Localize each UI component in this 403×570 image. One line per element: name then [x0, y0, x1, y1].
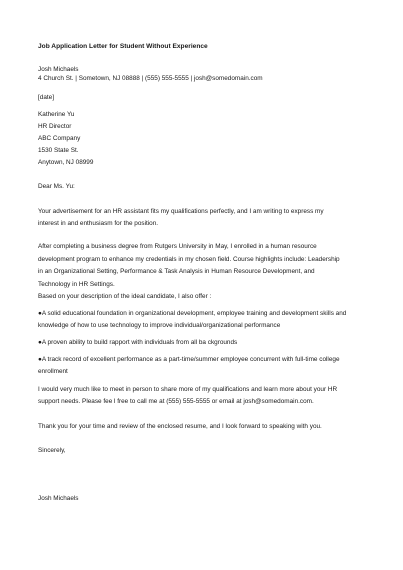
letter-title: Job Application Letter for Student Without Experience: [38, 43, 208, 50]
paragraph-line: Based on your description of the ideal candidate, I also offer :: [38, 293, 212, 300]
paragraph-line: Technology in HR Settings.: [38, 281, 115, 288]
bullet-line: ●A proven ability to build rapport with individuals from all ba ckgrounds: [38, 339, 238, 346]
paragraph-line: in an Organizational Setting, Performance & Task Analysis in Human Resource Development, and: [38, 268, 315, 275]
recipient-city: Anytown, NJ 08999: [38, 159, 94, 166]
signature-name: Josh Michaels: [38, 495, 79, 502]
bullet-line: ●A track record of excellent performance as a part-time/summer employee concurrent with full-time college: [38, 356, 340, 363]
letter-date: [date]: [38, 94, 54, 101]
recipient-street: 1530 State St.: [38, 147, 79, 154]
paragraph-line: Your advertisement for an HR assistant fits my qualifications perfectly, and I am writing to express my: [38, 208, 324, 215]
bullet-line: enrollment: [38, 368, 68, 375]
bullet-line: ●A solid educational foundation in organizational development, employee training and development skills and: [38, 310, 347, 317]
paragraph-line: I would very much like to meet in person to share more of my qualifications and learn more about your HR: [38, 386, 338, 393]
sender-name: Josh Michaels: [38, 66, 79, 73]
closing: Sincerely,: [38, 447, 66, 454]
sender-contact: 4 Church St. | Sometown, NJ 08888 | (555) 555-5555 | josh@somedomain.com: [38, 75, 263, 82]
paragraph-line: Thank you for your time and review of the enclosed resume, and I look forward to speaking with you.: [38, 423, 322, 430]
bullet-line: knowledge of how to use technology to improve individual/organizational performance: [38, 322, 281, 329]
paragraph-line: After completing a business degree from Rutgers University in May, I enrolled in a human resource: [38, 243, 317, 250]
paragraph-line: interest in and enthusiasm for the position.: [38, 220, 159, 227]
paragraph-line: development program to enhance my credentials in my chosen field. Course highlights include: Leadership: [38, 256, 340, 263]
recipient-company: ABC Company: [38, 135, 81, 142]
recipient-title: HR Director: [38, 123, 72, 130]
recipient-name: Katherine Yu: [38, 111, 75, 118]
paragraph-line: support needs. Please fee l free to call me at (555) 555-5555 or email at josh@somedomain.com.: [38, 398, 314, 405]
salutation: Dear Ms. Yu:: [38, 183, 75, 190]
